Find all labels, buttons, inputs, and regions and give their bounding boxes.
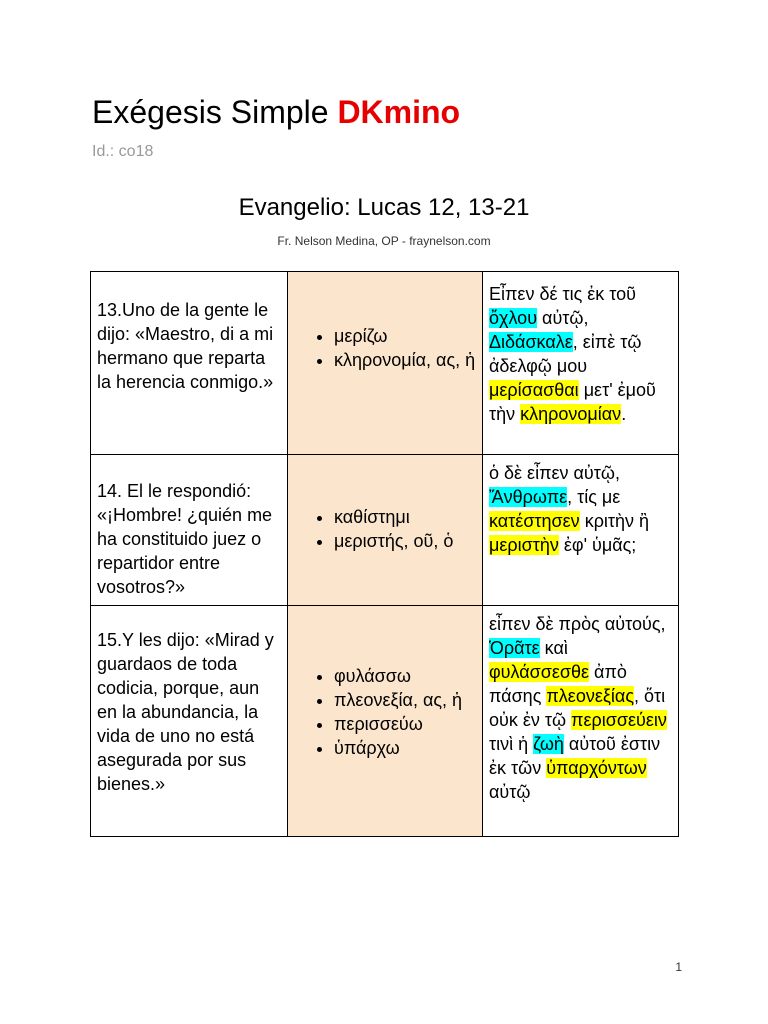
vocab-list	[288, 272, 482, 372]
exegesis-table	[90, 271, 679, 837]
table-row	[91, 455, 679, 606]
vocab-item: • κληρονομία, ας, ἡ	[334, 348, 482, 372]
greek-fragment: , ὅτι οὐκ ἐν τῷ	[489, 686, 666, 730]
greek-text	[483, 455, 678, 557]
greek-text	[483, 606, 678, 804]
vocab-item: • πλεονεξία, ας, ἡ	[334, 688, 482, 712]
vocab-item: • καθίστημι	[334, 505, 482, 529]
greek-cell	[483, 272, 679, 455]
spanish-cell	[91, 606, 288, 837]
greek-highlight: Ἄνθρωπε	[489, 487, 568, 507]
greek-fragment: μετ' ἐμοῦ τὴν	[489, 380, 656, 424]
spanish-text: 15.Y les dijo: «Mirad y guardaos de toda codicia, porque, aun en la abundancia, la vida de uno no está asegurada por sus bienes.»	[97, 630, 274, 794]
greek-fragment: ἀπὸ πάσης	[489, 662, 627, 706]
gospel-reference: Evangelio: Lucas 12, 13-21	[238, 194, 530, 221]
title-text: Exégesis Simple	[92, 94, 338, 130]
greek-fragment: εἶπεν δὲ πρὸς αὐτούς,	[489, 614, 666, 634]
vocab-cell	[288, 455, 483, 606]
document-title	[92, 92, 460, 132]
document-id: Id.: co18	[92, 143, 154, 160]
page-number: 1	[675, 960, 682, 974]
spanish-cell	[91, 455, 288, 606]
vocab-cell	[288, 606, 483, 837]
greek-fragment: αὐτῷ	[489, 782, 531, 802]
greek-fragment: Εἶπεν δέ τις ἐκ τοῦ	[489, 284, 637, 304]
greek-cell	[483, 455, 679, 606]
greek-text	[483, 272, 678, 426]
spanish-text: 14. El le respondió: «¡Hombre! ¿quién me ha constituido juez o repartidor entre vosotros?»	[97, 481, 273, 597]
greek-highlight: μερίσασθαι	[489, 380, 579, 400]
vocab-list	[288, 606, 482, 760]
greek-highlight: φυλάσσεσθε	[489, 662, 590, 682]
greek-fragment: τινὶ ἡ	[489, 734, 534, 754]
greek-highlight: περισσεύειν	[571, 710, 667, 730]
greek-highlight: μεριστὴν	[489, 535, 559, 555]
greek-fragment: καὶ	[539, 638, 568, 658]
greek-highlight: Διδάσκαλε	[489, 332, 573, 352]
vocab-item: • μερίζω	[334, 324, 482, 348]
greek-highlight: πλεονεξίας	[546, 686, 634, 706]
greek-highlight: ὑπαρχόντων	[546, 758, 647, 778]
greek-fragment: αὐτοῦ ἐστιν ἐκ τῶν	[489, 734, 661, 778]
greek-highlight: κατέστησεν	[489, 511, 580, 531]
author-line: Fr. Nelson Medina, OP - fraynelson.com	[277, 234, 491, 248]
brand-name: DKmino	[337, 94, 461, 130]
greek-fragment: , τίς με	[567, 487, 621, 507]
spanish-text: 13.Uno de la gente le dijo: «Maestro, di a mi hermano que reparta la herencia conmigo.»	[97, 300, 274, 392]
vocab-list	[288, 455, 482, 553]
greek-fragment: κριτὴν ἢ	[579, 511, 650, 531]
spanish-cell	[91, 272, 288, 455]
greek-fragment: αὐτῷ,	[537, 308, 589, 328]
vocab-item: • φυλάσσω	[334, 664, 482, 688]
greek-cell	[483, 606, 679, 837]
greek-highlight: Ὁρᾶτε	[489, 638, 540, 658]
greek-highlight: ὄχλου	[489, 308, 538, 328]
vocab-item: • περισσεύω	[334, 712, 482, 736]
greek-highlight: ζωὴ	[533, 734, 564, 754]
vocab-item: • ὑπάρχω	[334, 736, 482, 760]
greek-fragment: ἐφ' ὑμᾶς;	[558, 535, 637, 555]
vocab-cell	[288, 272, 483, 455]
table-row	[91, 272, 679, 455]
greek-fragment: , εἰπὲ τῷ ἀδελφῷ μου	[489, 332, 642, 376]
vocab-item: • μεριστής, οῦ, ὁ	[334, 529, 482, 553]
greek-fragment: ὁ δὲ εἶπεν αὐτῷ,	[489, 463, 620, 483]
greek-highlight: κληρονομίαν	[520, 404, 622, 424]
greek-fragment: .	[621, 404, 627, 424]
table-row	[91, 606, 679, 837]
